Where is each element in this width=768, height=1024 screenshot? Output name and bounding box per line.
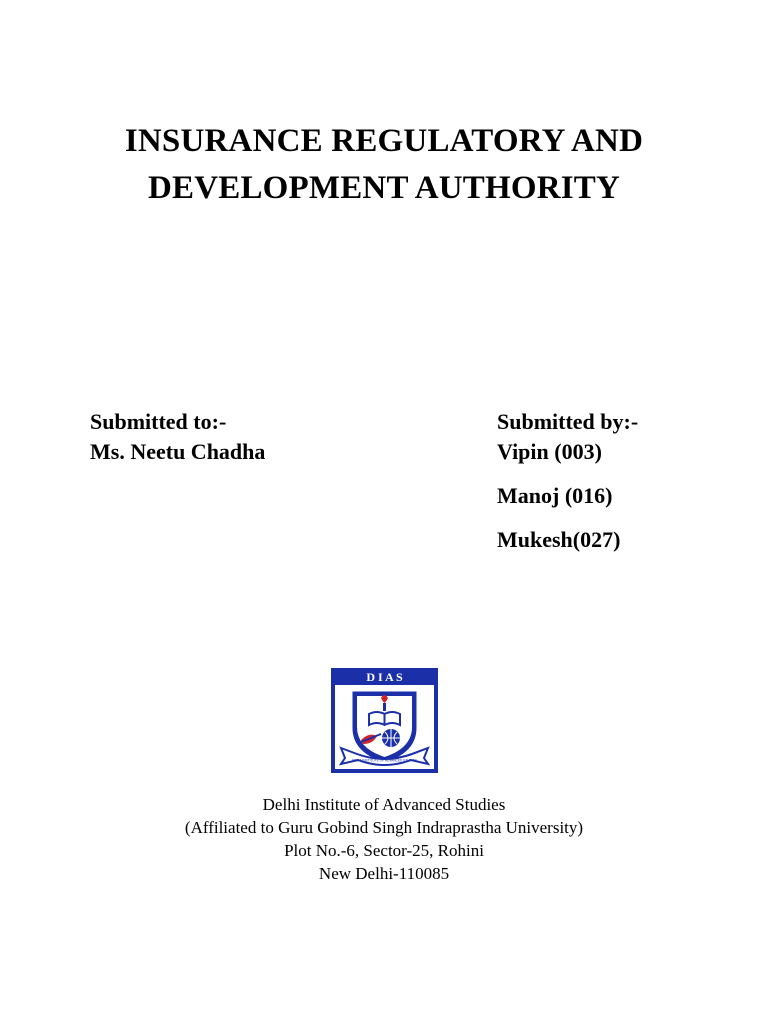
institute-block — [0, 793, 768, 885]
dias-logo — [331, 668, 438, 773]
logo-text: D I A S — [366, 670, 403, 684]
member-item: Vipin (003) — [497, 439, 602, 464]
member-item: Manoj (016) — [497, 483, 613, 508]
institute-address-line-1: Plot No.-6, Sector-25, Rohini — [284, 841, 484, 860]
submitted-to-label: Submitted to:- — [90, 409, 227, 434]
title-line-2: DEVELOPMENT AUTHORITY — [147, 170, 621, 206]
submitted-to-name: Ms. Neetu Chadha — [90, 439, 266, 464]
logo-ribbon-text: DELHI INSTITUTE OF ADVANCED STUDIES — [352, 758, 417, 763]
submitted-by-block — [497, 407, 638, 555]
document-title — [0, 118, 768, 212]
institute-affiliation: (Affiliated to Guru Gobind Singh Indraprastha University) — [184, 818, 584, 837]
submitted-by-label: Submitted by:- — [497, 409, 639, 434]
submitted-to-block — [90, 407, 265, 467]
member-item: Mukesh(027) — [497, 527, 621, 552]
institute-name: Delhi Institute of Advanced Studies — [262, 795, 506, 814]
title-line-1: INSURANCE REGULATORY AND — [124, 123, 644, 159]
institute-address-line-2: New Delhi-110085 — [318, 864, 450, 883]
dias-logo-emblem — [331, 668, 438, 773]
